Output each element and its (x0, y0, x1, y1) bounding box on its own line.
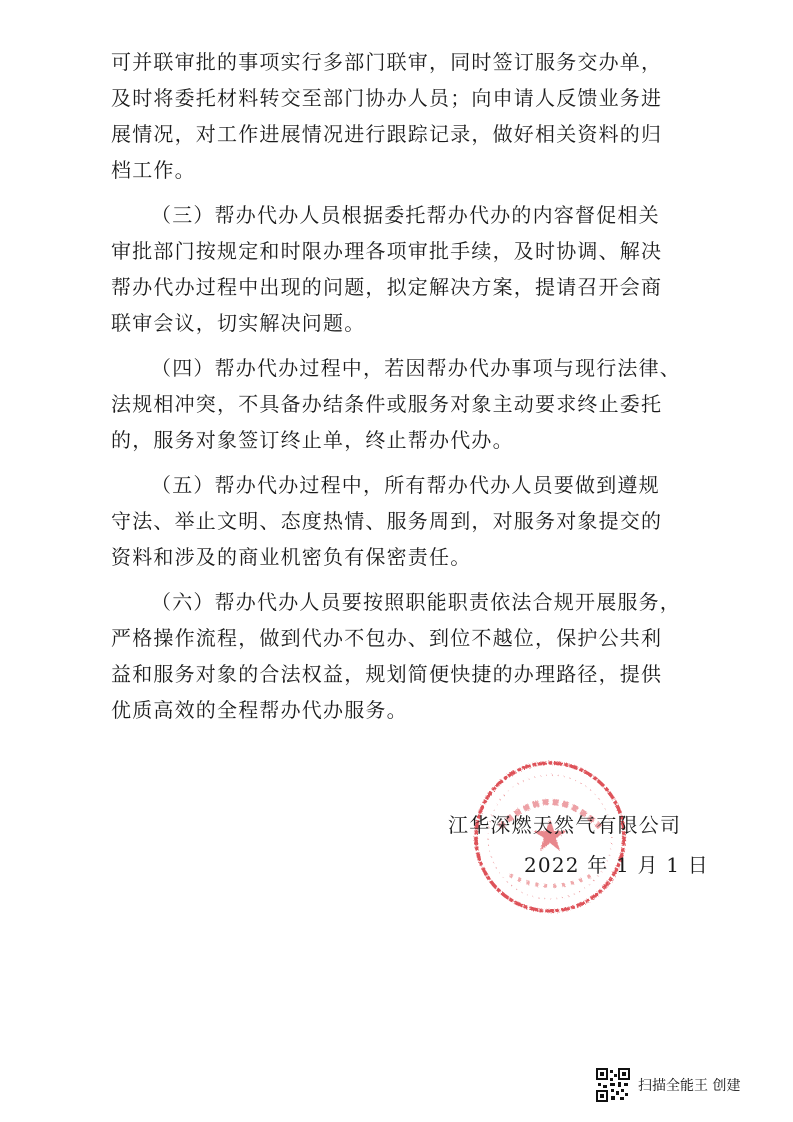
paragraph-1 (111, 44, 686, 188)
text-line: （五）帮办代办过程中，所有帮办代办人员要做到遵规 (151, 473, 660, 497)
paragraph-3 (111, 197, 686, 341)
scanner-label: 扫描全能王 创建 (638, 1078, 741, 1094)
text-line: 联审会议，切实解决问题。 (111, 311, 366, 335)
paragraph-6 (111, 584, 686, 728)
text-line: 的，服务对象签订终止单，终止帮办代办。 (111, 428, 514, 452)
text-line: 帮办代办过程中出现的问题，拟定解决方案，提请召开会商 (111, 275, 663, 299)
document-body (111, 44, 686, 728)
text-line: 资料和涉及的商业机密负有保密责任。 (111, 545, 472, 569)
qr-code-icon (596, 1068, 630, 1102)
paragraph-4 (111, 350, 686, 458)
text-line: 展情况，对工作进展情况进行跟踪记录，做好相关资料的归 (111, 122, 663, 146)
text-line: 严格操作流程，做到代办不包办、到位不越位，保护公共利 (111, 626, 663, 650)
text-line: 及时将委托材料转交至部门协办人员；向申请人反馈业务进 (111, 86, 663, 110)
signature-block (448, 805, 709, 885)
text-line: （六）帮办代办人员要按照职能职责依法合规开展服务， (151, 590, 681, 614)
paragraph-5 (111, 467, 686, 575)
company-name: 江华深燃天然气有限公司 (448, 813, 682, 837)
text-line: 守法、举止文明、态度热情、服务周到，对服务对象提交的 (111, 509, 663, 533)
signature-date: 2022 年 1 月 1 日 (524, 853, 709, 877)
text-line: 可并联审批的事项实行多部门联审，同时签订服务交办单， (111, 50, 663, 74)
text-line: （三）帮办代办人员根据委托帮办代办的内容督促相关 (151, 203, 660, 227)
text-line: 法规相冲突，不具备办结条件或服务对象主动要求终止委托 (111, 392, 663, 416)
text-line: 优质高效的全程帮办代办服务。 (111, 698, 408, 722)
text-line: 益和服务对象的合法权益，规划简便快捷的办理路径，提供 (111, 662, 663, 686)
text-line: （四）帮办代办过程中，若因帮办代办事项与现行法律、 (151, 356, 681, 380)
text-line: 审批部门按规定和时限办理各项审批手续，及时协调、解决 (111, 239, 663, 263)
scanner-watermark (596, 1068, 740, 1102)
text-line: 档工作。 (111, 158, 196, 182)
